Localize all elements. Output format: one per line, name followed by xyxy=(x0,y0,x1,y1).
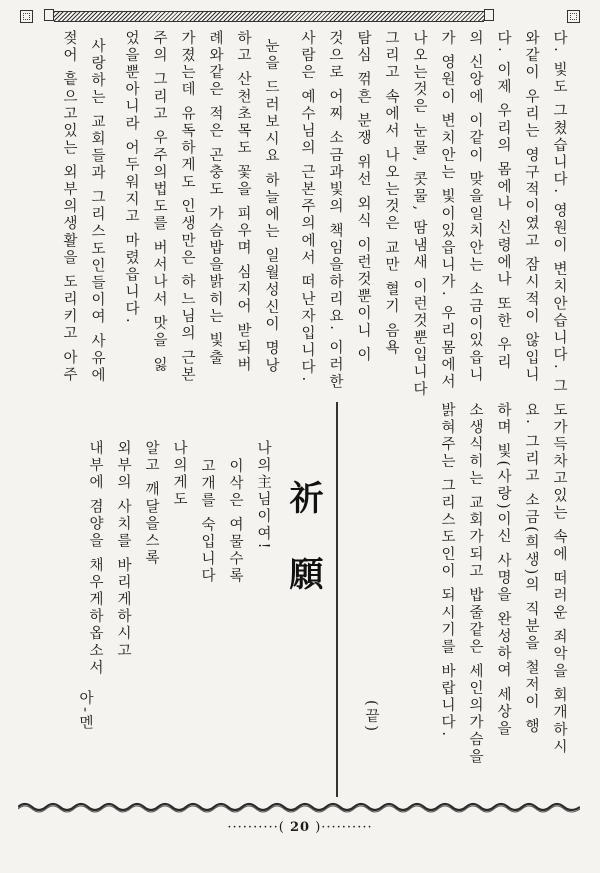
prayer-line: 나의主님이여! xyxy=(255,440,271,552)
prayer-line: 나의게도 xyxy=(171,440,187,509)
prayer-line: 알고 깨달을스록 xyxy=(143,440,159,567)
article-column: 다. 빛도 그쳤습니다. 영원이 변치안습니다. 그 xyxy=(551,30,567,396)
article-column: 젖어 흩으고있는 외부의생활을 도리키고 아주 xyxy=(61,30,77,384)
article-column: 주의 그리고 우주의법도를 버서나서 맛을 잃 xyxy=(151,30,167,374)
prayer-line: 고개를 숙입니다 xyxy=(199,458,215,585)
conclusion-column: 도가득차고있는 속에 떠러운 죄악을 회개하시 xyxy=(551,402,567,756)
prayer-line: 내부에 겸양을 채우게하옵소서 xyxy=(87,440,103,677)
article-column: 나오는것은 눈물, 콧물, 땀냄새 이런것뿐입니다 xyxy=(411,30,427,399)
article-column: 의 신앙에 이같이 맞을일치안는 소금이있읍니 xyxy=(467,30,483,384)
footer-paren-left: ( xyxy=(278,820,285,835)
rule-cap-right xyxy=(484,9,494,21)
article-column: 것으로 어찌 소금과빛의 책임을하리요. 이러한 xyxy=(327,30,343,391)
page-number: 20 xyxy=(289,820,311,835)
rule-cap-left xyxy=(44,9,54,21)
article-column: 탐심 꺾흔 분쟁 위선 외식 이런것뿐이니 이 xyxy=(355,30,371,364)
article-column: 가졌는데 유독하게도 인생만은 하느님의 근본 xyxy=(179,30,195,384)
footer-dots-right: ·········· xyxy=(321,820,373,835)
corner-ornament-top-right xyxy=(567,10,580,23)
article-column: 사람은 예수님의 근본주의에서 떠난자입니다. xyxy=(299,30,315,384)
article-column: 와같이 우리는 영구적이였고 잠시적이 않입니 xyxy=(523,30,539,384)
article-column: 가 영원이 변치안는 빛이있읍니가. 우리몸에서 xyxy=(439,30,455,391)
prayer-line: 이삭은 여물수록 xyxy=(227,458,243,585)
conclusion-column: 밝혀주는 그리스도인이 되시기를 바랍니다. xyxy=(439,402,455,739)
conclusion-column: 요. 그리고 소금(희생)의 직분을 철저이 행 xyxy=(523,402,539,736)
article-column: 었을뿐아니라 어두워지고 마렸읍니다. xyxy=(123,30,139,326)
article-column: 사랑하는 교회들과 그리스도인들이여 사유에 xyxy=(89,38,105,385)
corner-ornament-top-left xyxy=(20,10,33,23)
page-number-footer xyxy=(0,820,600,835)
section-divider xyxy=(336,402,338,797)
bottom-wave-ornament xyxy=(18,800,580,814)
conclusion-column: 소생식히는 교회가되고 밥줄같은 세인의가슴을 xyxy=(467,402,483,766)
top-decorative-rule xyxy=(54,11,484,22)
footer-paren-right: ) xyxy=(315,820,322,835)
article-column: 하고 산천초목도 꽃을 피우며 심지어 받되버 xyxy=(235,30,251,374)
prayer-title: 祈願 xyxy=(283,480,323,632)
article-column: 례와같은 적은 곤충도 가슴밥을밝히는 빛출 xyxy=(207,30,223,367)
footer-dots-left: ·········· xyxy=(227,820,279,835)
prayer-line: 외부의 사치를 바리게하시고 xyxy=(115,440,131,660)
end-mark: (끝) xyxy=(363,700,379,734)
article-column: 눈을 드러보시요 하늘에는 일월성신이 명낭 xyxy=(263,38,279,375)
conclusion-column: 하며 빛(사랑)이신 사명을 완성하여 세상을 xyxy=(495,402,511,739)
article-column: 그리고 속에서 나오는것은 교만 혈기 음욕 xyxy=(383,30,399,357)
prayer-amen: 아-멘 xyxy=(77,690,93,732)
article-column: 다. 이제 우리의 몸에나 신령에나 또한 우리 xyxy=(495,30,511,372)
